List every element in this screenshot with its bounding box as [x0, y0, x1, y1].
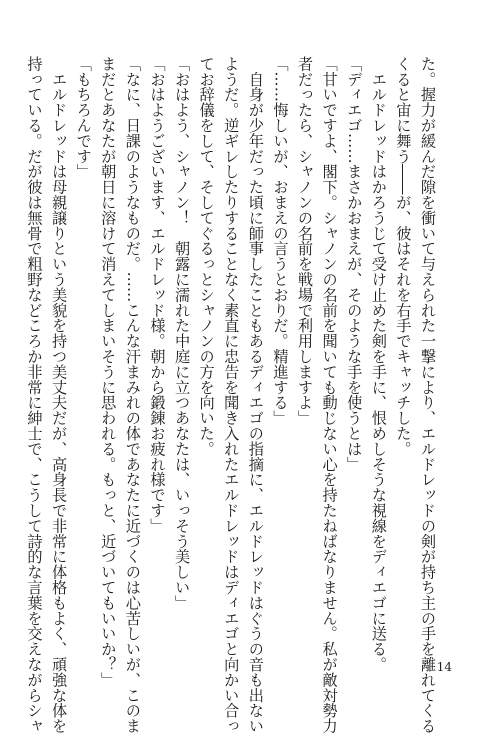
text-line: た。握力が緩んだ隙を衝いて与えられた一撃により、エルドレッドの剣が持ち主の手を離れてくる — [419, 56, 437, 734]
text-line: 持っている。だが彼は無骨で粗野などころか非常に紳士で、こうして詩的な言葉を交えながらシャ — [25, 56, 44, 734]
text-line: 「甘いですよ、閣下。シャノンの名前を聞いても動じない心を持たねばなりません。私が敵対勢力 — [320, 56, 339, 734]
vertical-text-columns — [25, 56, 440, 734]
text-line: エルドレッドは母親譲りという美貌を持つ美丈夫だが、高身長で非常に体格もよく、頑強な体を — [50, 56, 69, 734]
text-line: 者だったら、シャノンの名前を戦場で利用しますよ」 — [296, 56, 315, 426]
text-line: 自身が少年だった頃に師事したこともあるディエゴの指摘に、エルドレッドはぐうの音も出ない — [246, 56, 265, 734]
body-text — [25, 56, 440, 734]
text-line: 「おはよう、シャノン！ 朝露に濡れた中庭に立つあなたは、いっそう美しい」 — [173, 56, 192, 611]
text-line: エルドレッドはかろうじて受け止めた剣を手に、恨めしそうな視線をディエゴに送る。 — [369, 56, 388, 672]
page-number: 14 — [436, 660, 452, 674]
text-line: まだとあなたが朝日に溶けて消えてしまいそうに思われる。もっと、近づいてもいいか？」 — [99, 56, 118, 688]
text-line: 「おはようございます、エルドレッド様。朝から鍛錬お疲れ様です」 — [148, 56, 167, 534]
text-line: 「もちろんです」 — [74, 56, 93, 180]
text-line: ようだ。逆ギレしたりすることなく素直に忠告を聞き入れたエルドレッドはディエゴと向かい合っ — [222, 56, 241, 734]
text-line: 「なに、日課のようなものだ。……こんな汗まみれの体であなたに近づくのは心苦しいが、このま — [123, 56, 142, 734]
text-line: てお辞儀をして、そしてぐるっとシャノンの方を向いた。 — [197, 56, 216, 457]
text-line: くると宙に舞う――が、彼はそれを右手でキャッチした。 — [394, 56, 413, 457]
text-line: 「ディエゴ……まさかおまえが、そのような手を使うとは」 — [345, 56, 364, 472]
text-line: 「……悔しいが、おまえの言うとおりだ。精進する」 — [271, 56, 290, 426]
